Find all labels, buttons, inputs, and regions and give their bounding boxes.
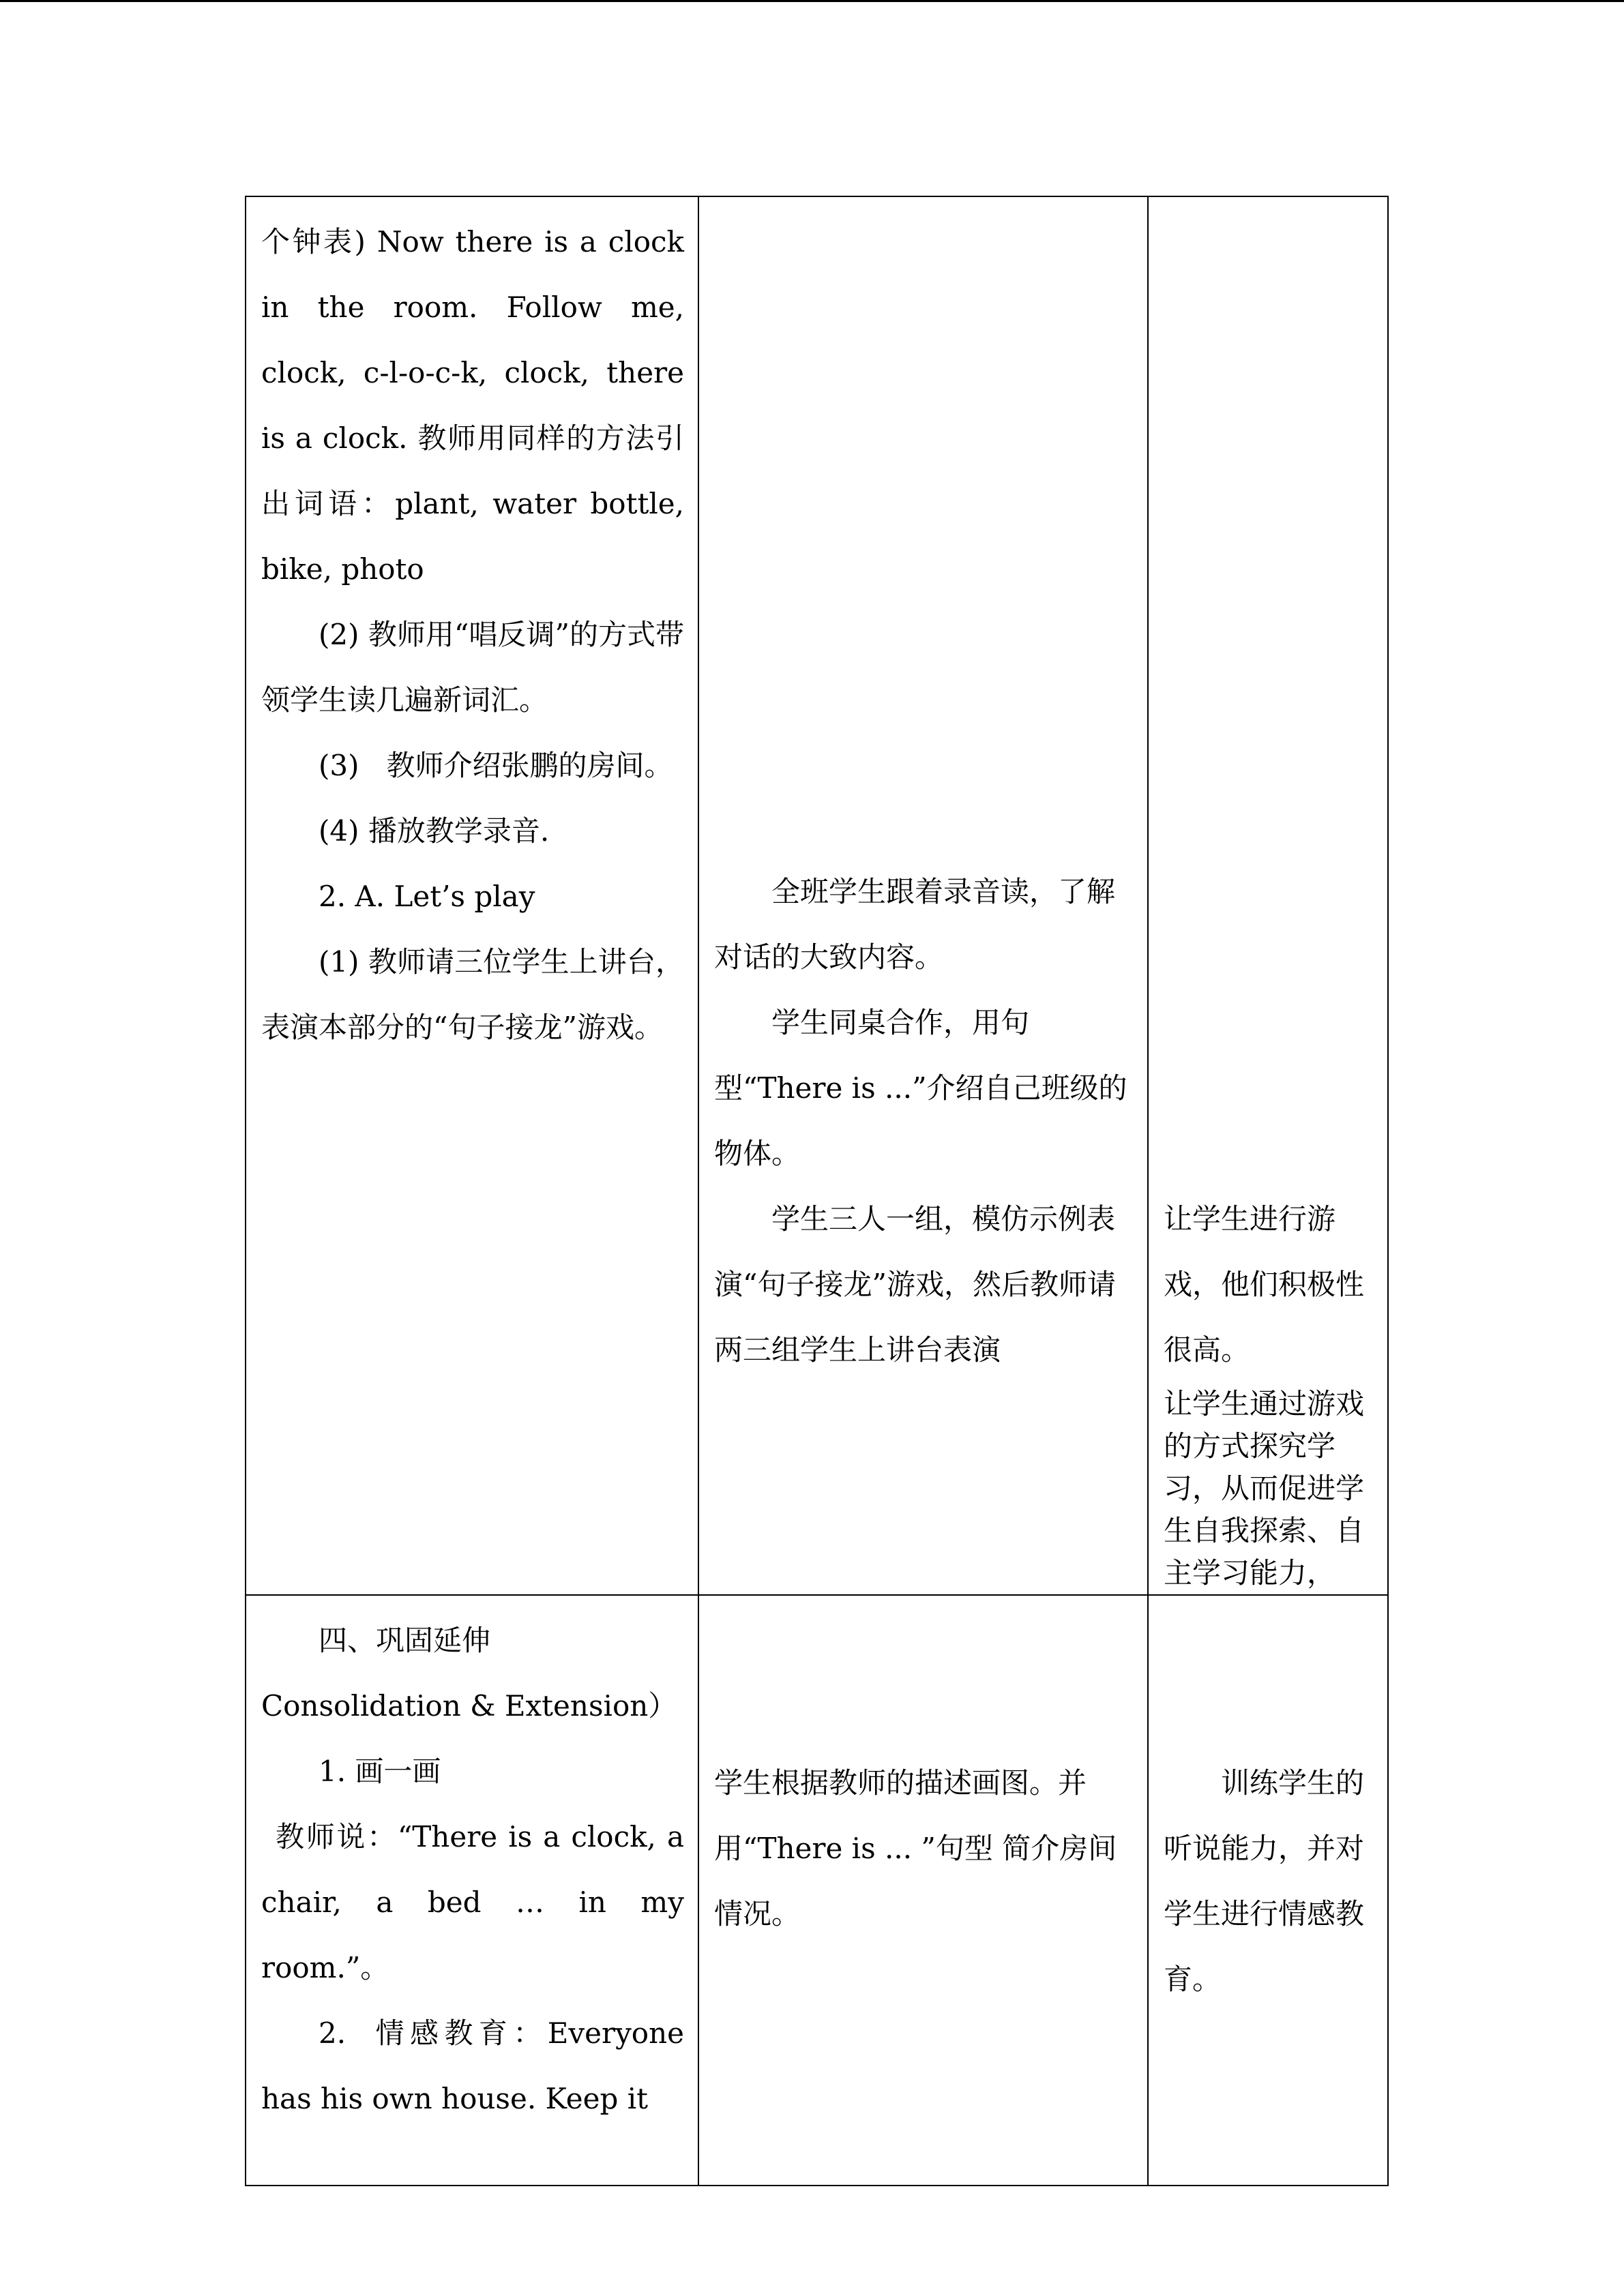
step-2-text: (2) 教师用“唱反调”的方式带领学生读几遍新词汇。	[261, 618, 684, 717]
lets-play-step-1: (1) 教师请三位学生上讲台，表演本部分的“句子接龙”游戏。	[261, 945, 684, 1044]
design-intent-cell	[1148, 196, 1388, 1595]
teacher-says-text: 教师说：“There is a clock, a chair, a bed … in my room.”。	[261, 1820, 684, 1984]
draw-step-heading: 1. 画一画	[319, 1755, 441, 1788]
section-4-heading: 四、巩固延伸	[319, 1624, 491, 1657]
clock-intro-text: 个钟表) Now there is a clock in the room. Follow me, clock, c-l-o-c-k, clock, there is a clock. 教师用同样的方法引出词语：plant, water bottle, bike, photo	[261, 225, 684, 586]
emotion-education-text: 2. 情感教育：Everyone has his own house. Keep it	[261, 2016, 684, 2115]
student-listen-text: 全班学生跟着录音读，了解对话的大致内容。	[714, 875, 1116, 974]
table-row	[246, 196, 1388, 1595]
student-draw-text: 学生根据教师的描述画图。并用“There is ... ”句型 简介房间情况。	[714, 1766, 1117, 1930]
student-activity-cell	[698, 196, 1148, 1595]
student-group-text: 学生三人一组，模仿示例表演“句子接龙”游戏，然后教师请两三组学生上讲台表演	[714, 1202, 1116, 1367]
page-top-border	[0, 0, 1624, 2]
step-4-text: (4) 播放教学录音.	[319, 814, 550, 848]
section-4-english: Consolidation & Extension）	[261, 1689, 677, 1723]
teacher-activity-cell	[246, 196, 698, 1595]
teacher-activity-cell	[246, 1595, 698, 2186]
design-intent-cell	[1148, 1595, 1388, 2186]
intent-listening-text: 训练学生的听说能力，并对学生进行情感教育。	[1164, 1766, 1365, 1996]
student-activity-cell	[698, 1595, 1148, 2186]
step-3-text: (3) 教师介绍张鹏的房间。	[319, 749, 673, 782]
intent-explore-text: 让学生通过游戏的方式探究学习，从而促进学生自我探索、自主学习能力，	[1164, 1387, 1365, 1590]
student-pair-text: 学生同桌合作，用句型“There is ...”介绍自己班级的物体。	[714, 1006, 1127, 1170]
lets-play-heading: 2. A. Let’s play	[319, 880, 535, 913]
table-row	[246, 1595, 1388, 2186]
intent-game-text: 让学生进行游戏，他们积极性很高。	[1164, 1202, 1365, 1367]
lesson-plan-table	[245, 196, 1389, 2186]
